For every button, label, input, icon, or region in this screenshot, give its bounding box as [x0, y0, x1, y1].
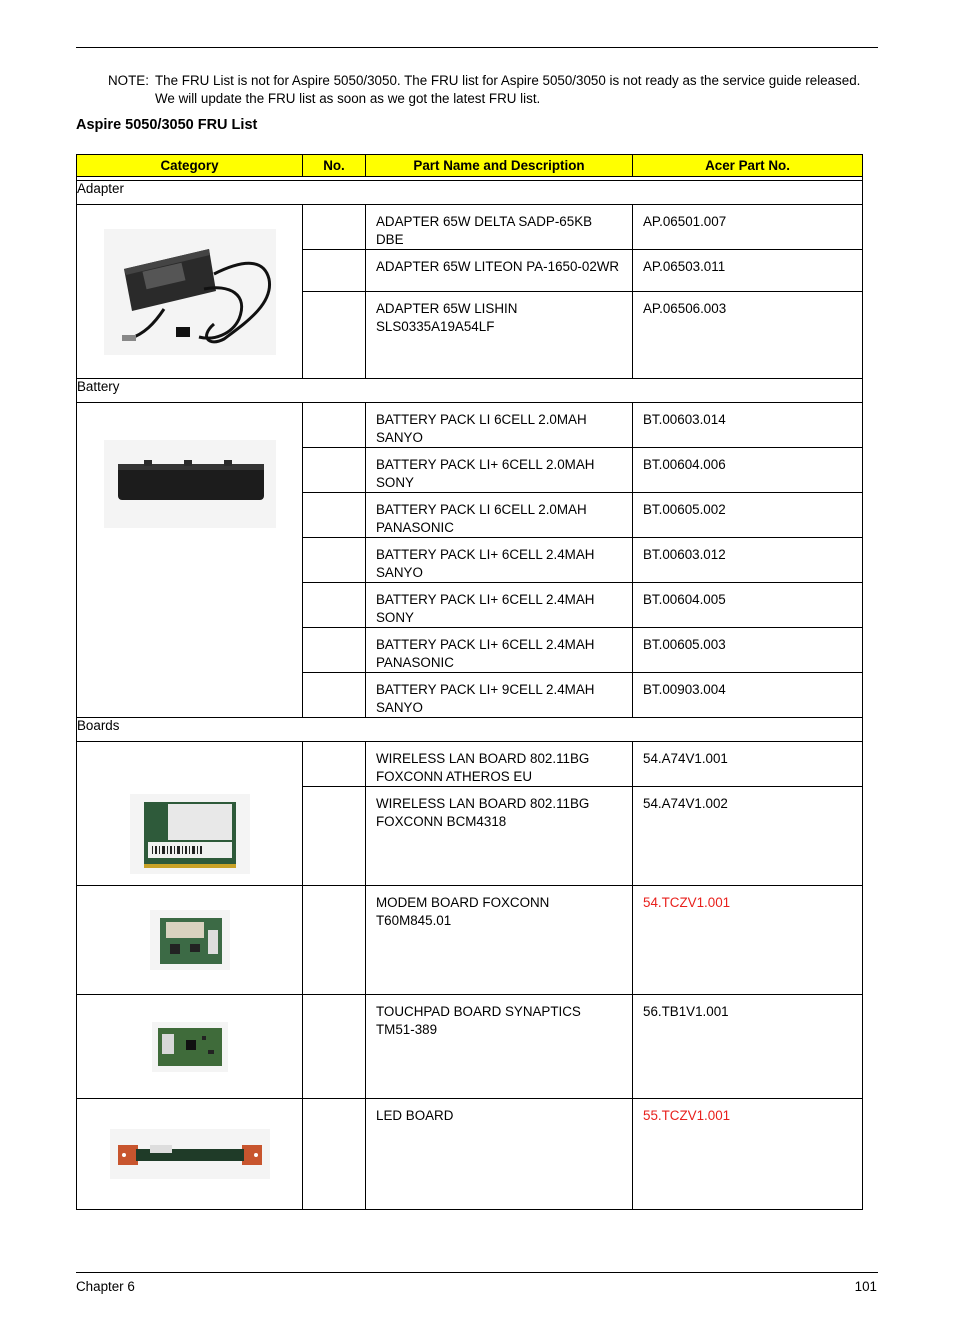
table-row — [77, 886, 863, 995]
no-cell — [303, 995, 366, 1099]
footer-rule — [76, 1272, 878, 1273]
note-text: The FRU List is not for Aspire 5050/3050. The FRU list for Aspire 5050/3050 is not ready as the service guide released. We will update the FRU list as soon as we got the latest FRU list. — [155, 73, 861, 106]
part-description: BATTERY PACK LI 6CELL 2.0MAH SANYO — [366, 403, 633, 448]
part-number: 54.A74V1.002 — [633, 787, 863, 886]
table-row — [77, 403, 863, 448]
part-number: 54.TCZV1.001 — [633, 886, 863, 995]
wlan-image-cell — [77, 742, 303, 886]
part-number: BT.00605.003 — [633, 628, 863, 673]
no-cell — [303, 538, 366, 583]
page-title: Aspire 5050/3050 FRU List — [76, 117, 258, 133]
part-number: 56.TB1V1.001 — [633, 995, 863, 1099]
part-number: AP.06501.007 — [633, 205, 863, 250]
led-board-image — [110, 1129, 270, 1179]
no-cell — [303, 292, 366, 379]
no-cell — [303, 1099, 366, 1210]
part-description: TOUCHPAD BOARD SYNAPTICS TM51-389 — [366, 995, 633, 1099]
modem-image-cell — [77, 886, 303, 995]
part-description: MODEM BOARD FOXCONN T60M845.01 — [366, 886, 633, 995]
part-description: BATTERY PACK LI+ 6CELL 2.4MAH SANYO — [366, 538, 633, 583]
battery-image-cell — [77, 403, 303, 718]
part-description: WIRELESS LAN BOARD 802.11BG FOXCONN BCM4318 — [366, 787, 633, 886]
category-row-battery — [77, 379, 863, 403]
footer-page-number: 101 — [854, 1279, 877, 1294]
footer-chapter: Chapter 6 — [76, 1279, 135, 1294]
header-rule — [76, 47, 878, 48]
led-image-cell — [77, 1099, 303, 1210]
part-number: BT.00603.014 — [633, 403, 863, 448]
no-cell — [303, 787, 366, 886]
touchpad-board-image — [152, 1022, 228, 1072]
part-description: ADAPTER 65W DELTA SADP-65KB DBE — [366, 205, 633, 250]
part-description: ADAPTER 65W LISHIN SLS0335A19A54LF — [366, 292, 633, 379]
wlan-board-image — [130, 794, 250, 874]
no-cell — [303, 493, 366, 538]
part-number: AP.06506.003 — [633, 292, 863, 379]
part-number: AP.06503.011 — [633, 250, 863, 292]
part-description: WIRELESS LAN BOARD 802.11BG FOXCONN ATHEROS EU — [366, 742, 633, 787]
note-block — [108, 72, 868, 108]
no-cell — [303, 448, 366, 493]
header-category: Category — [77, 155, 303, 177]
no-cell — [303, 205, 366, 250]
table-row — [77, 1099, 863, 1210]
modem-board-image — [150, 910, 230, 970]
table-row — [77, 205, 863, 250]
part-description: ADAPTER 65W LITEON PA-1650-02WR — [366, 250, 633, 292]
part-number: BT.00603.012 — [633, 538, 863, 583]
category-label: Boards — [77, 718, 863, 742]
table-row — [77, 995, 863, 1099]
no-cell — [303, 628, 366, 673]
category-row-adapter — [77, 181, 863, 205]
part-number: 54.A74V1.001 — [633, 742, 863, 787]
header-acer-part-no: Acer Part No. — [633, 155, 863, 177]
part-number: BT.00903.004 — [633, 673, 863, 718]
table-row — [77, 742, 863, 787]
header-no: No. — [303, 155, 366, 177]
fru-table — [76, 154, 863, 1210]
adapter-image — [104, 229, 276, 355]
part-description: BATTERY PACK LI+ 6CELL 2.4MAH SONY — [366, 583, 633, 628]
note-label: NOTE: — [108, 73, 149, 88]
adapter-image-cell — [77, 205, 303, 379]
no-cell — [303, 403, 366, 448]
no-cell — [303, 886, 366, 995]
category-row-boards — [77, 718, 863, 742]
touchpad-image-cell — [77, 995, 303, 1099]
no-cell — [303, 673, 366, 718]
part-description: BATTERY PACK LI+ 6CELL 2.0MAH SONY — [366, 448, 633, 493]
part-description: LED BOARD — [366, 1099, 633, 1210]
part-number: BT.00604.005 — [633, 583, 863, 628]
part-number: BT.00605.002 — [633, 493, 863, 538]
part-number: BT.00604.006 — [633, 448, 863, 493]
no-cell — [303, 742, 366, 787]
part-description: BATTERY PACK LI 6CELL 2.0MAH PANASONIC — [366, 493, 633, 538]
part-number: 55.TCZV1.001 — [633, 1099, 863, 1210]
category-label: Adapter — [77, 181, 863, 205]
header-part-name: Part Name and Description — [366, 155, 633, 177]
category-label: Battery — [77, 379, 863, 403]
table-header-row — [77, 155, 863, 177]
battery-image — [104, 440, 276, 528]
part-description: BATTERY PACK LI+ 6CELL 2.4MAH PANASONIC — [366, 628, 633, 673]
part-description: BATTERY PACK LI+ 9CELL 2.4MAH SANYO — [366, 673, 633, 718]
no-cell — [303, 250, 366, 292]
no-cell — [303, 583, 366, 628]
